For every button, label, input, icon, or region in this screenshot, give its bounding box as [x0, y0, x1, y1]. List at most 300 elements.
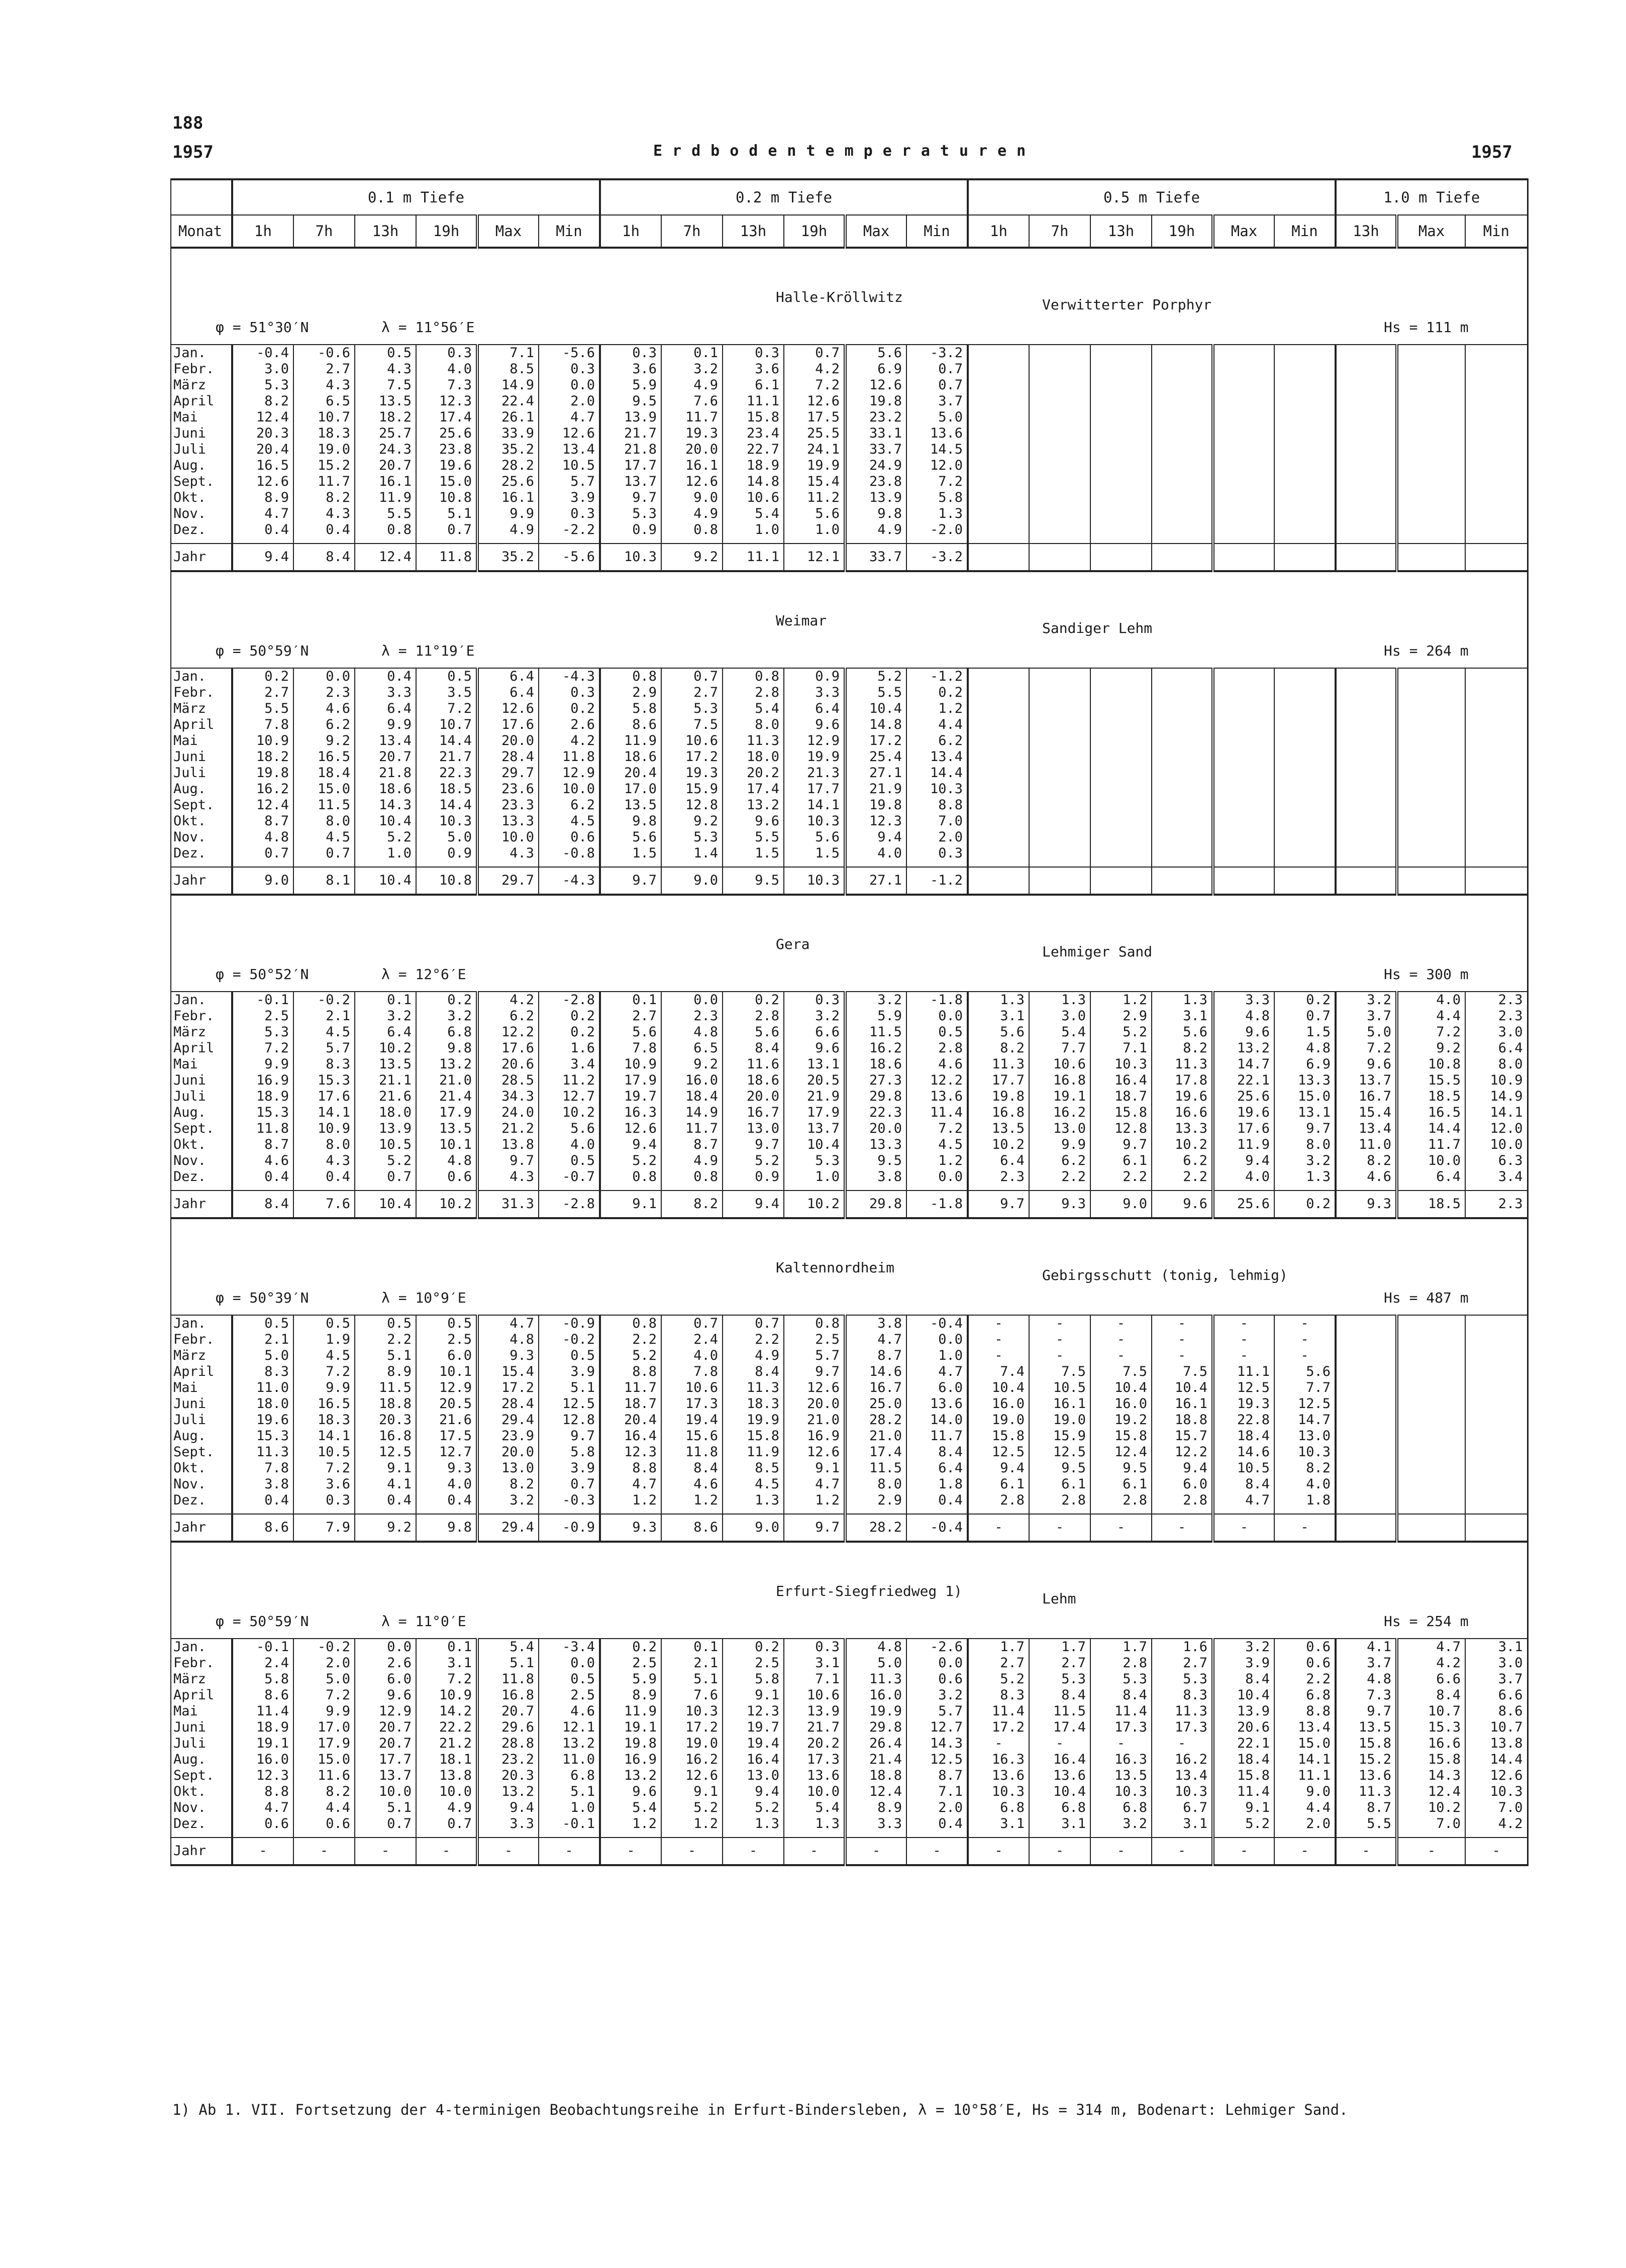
value-cell: 10.3 [416, 813, 477, 829]
gap-cell [416, 861, 477, 867]
value-cell: 7.0 [1465, 1800, 1528, 1816]
value-cell: 0.7 [416, 522, 477, 538]
month-label: Febr. [171, 1655, 232, 1671]
month-label: Juni [171, 425, 232, 442]
value-cell: 10.6 [661, 1380, 723, 1396]
value-cell: 13.4 [906, 749, 968, 765]
value-cell [1336, 425, 1397, 442]
table-row [171, 1655, 1528, 1671]
value-cell: 10.0 [784, 1784, 845, 1800]
value-cell: 6.4 [477, 668, 539, 685]
value-cell [1274, 522, 1336, 538]
value-cell: 3.0 [1029, 1008, 1090, 1024]
value-cell: 4.7 [1397, 1639, 1465, 1655]
value-cell: 4.0 [661, 1348, 723, 1364]
gap-cell [477, 538, 539, 544]
value-cell [1274, 442, 1336, 458]
value-cell: 5.2 [723, 1800, 784, 1816]
value-cell [1465, 1492, 1528, 1508]
table-row [171, 1752, 1528, 1768]
value-cell: 16.2 [661, 1752, 723, 1768]
value-cell: 3.6 [293, 1476, 355, 1492]
value-cell [1397, 829, 1465, 845]
value-cell: 4.8 [1213, 1008, 1274, 1024]
value-cell: 0.5 [539, 1671, 600, 1687]
value-cell: 11.3 [723, 733, 784, 749]
gap-cell [539, 1832, 600, 1838]
value-cell [1213, 668, 1274, 685]
value-cell: 6.2 [1029, 1153, 1090, 1169]
value-cell: 5.2 [845, 668, 906, 685]
value-cell: 9.2 [661, 1056, 723, 1072]
value-cell: 17.4 [1029, 1719, 1090, 1736]
value-cell: 4.3 [293, 1153, 355, 1169]
value-cell: 0.0 [355, 1639, 416, 1655]
value-cell [968, 458, 1029, 474]
value-cell: 4.8 [845, 1639, 906, 1655]
value-cell [1274, 765, 1336, 781]
month-label: April [171, 393, 232, 409]
value-cell: 9.6 [1336, 1056, 1397, 1072]
table-row [171, 1460, 1528, 1476]
gap-cell [293, 1508, 355, 1514]
value-cell: 1.3 [784, 1816, 845, 1832]
value-cell: 9.7 [1090, 1137, 1152, 1153]
value-cell [1029, 506, 1090, 522]
value-cell: 18.9 [232, 1089, 293, 1105]
year-value-cell: - [232, 1838, 293, 1865]
value-cell [1029, 393, 1090, 409]
value-cell: 3.1 [1152, 1008, 1213, 1024]
value-cell: 3.8 [845, 1315, 906, 1332]
station-latitude: φ = 50°52′N [216, 966, 309, 983]
value-cell [1465, 409, 1528, 425]
station-longitude: λ = 10°9′E [381, 1289, 466, 1306]
value-cell: 28.8 [477, 1736, 539, 1752]
gap-cell [723, 861, 784, 867]
month-label: Juni [171, 1719, 232, 1736]
value-cell: 7.2 [416, 1671, 477, 1687]
year-value-cell: 33.7 [845, 544, 906, 571]
value-cell: 8.7 [1336, 1800, 1397, 1816]
value-cell: 3.9 [539, 1460, 600, 1476]
value-cell [1213, 490, 1274, 506]
month-label: Sept. [171, 1768, 232, 1784]
value-cell: 10.5 [1029, 1380, 1090, 1396]
value-cell: 8.9 [845, 1800, 906, 1816]
value-cell: 19.6 [1152, 1089, 1213, 1105]
value-cell: 4.6 [293, 701, 355, 717]
value-cell: 18.4 [1213, 1428, 1274, 1444]
value-cell: 6.1 [1090, 1476, 1152, 1492]
value-cell: 17.0 [600, 781, 661, 797]
header-depth-05: 0.5 m Tiefe [968, 179, 1336, 215]
value-cell: 28.2 [477, 458, 539, 474]
gap-cell [1213, 861, 1274, 867]
value-cell [1397, 1492, 1465, 1508]
gap-cell [661, 861, 723, 867]
value-cell [1152, 813, 1213, 829]
value-cell: 5.6 [600, 1024, 661, 1040]
gap-cell [784, 861, 845, 867]
month-label: Febr. [171, 1332, 232, 1348]
value-cell: 17.3 [1090, 1719, 1152, 1736]
value-cell: 11.9 [1213, 1137, 1274, 1153]
year-value-cell: 12.1 [784, 544, 845, 571]
value-cell: 18.0 [232, 1396, 293, 1412]
value-cell: -0.1 [232, 992, 293, 1008]
value-cell: 4.0 [539, 1137, 600, 1153]
value-cell: 11.8 [539, 749, 600, 765]
station-latitude: φ = 51°30′N [216, 319, 309, 336]
year-value-cell: -2.8 [539, 1191, 600, 1218]
value-cell: 13.2 [477, 1784, 539, 1800]
value-cell: 3.2 [1213, 1639, 1274, 1655]
value-cell: 16.8 [968, 1105, 1029, 1121]
value-cell: 11.4 [1090, 1703, 1152, 1719]
value-cell: 11.6 [723, 1056, 784, 1072]
value-cell: - [1090, 1332, 1152, 1348]
value-cell: 12.6 [600, 1121, 661, 1137]
value-cell: 13.7 [1336, 1072, 1397, 1089]
value-cell: 7.8 [232, 717, 293, 733]
value-cell: 2.6 [539, 717, 600, 733]
gap-cell [171, 538, 232, 544]
value-cell: 10.2 [539, 1105, 600, 1121]
value-cell: 13.2 [600, 1768, 661, 1784]
year-value-cell: - [1213, 1838, 1274, 1865]
value-cell: 9.9 [355, 717, 416, 733]
gap-cell [1152, 538, 1213, 544]
month-label: Juni [171, 1396, 232, 1412]
year-value-cell [1336, 544, 1397, 571]
month-label: März [171, 377, 232, 393]
value-cell: 9.6 [723, 813, 784, 829]
value-cell: 4.0 [1213, 1169, 1274, 1185]
value-cell: 0.3 [539, 506, 600, 522]
value-cell: 4.2 [784, 361, 845, 377]
value-cell: 4.6 [539, 1703, 600, 1719]
value-cell [1090, 781, 1152, 797]
gap-cell [968, 1185, 1029, 1191]
value-cell: 20.4 [600, 765, 661, 781]
value-cell: 8.4 [1090, 1687, 1152, 1703]
value-cell: 10.0 [355, 1784, 416, 1800]
value-cell: 14.0 [906, 1412, 968, 1428]
gap-cell [1029, 861, 1090, 867]
gap-cell [1465, 1185, 1528, 1191]
value-cell: 10.8 [416, 490, 477, 506]
value-cell: 5.7 [539, 474, 600, 490]
year-value-cell: 10.8 [416, 867, 477, 895]
value-cell: 3.0 [1465, 1024, 1528, 1040]
value-cell: 3.1 [968, 1816, 1029, 1832]
gap-cell [416, 1508, 477, 1514]
value-cell: 21.2 [477, 1121, 539, 1137]
value-cell: 11.3 [1152, 1056, 1213, 1072]
value-cell: 16.3 [968, 1752, 1029, 1768]
value-cell: 0.3 [293, 1492, 355, 1508]
value-cell: 6.2 [477, 1008, 539, 1024]
header-col-1-4: 19h [416, 215, 477, 248]
year-value-cell [1090, 867, 1152, 895]
value-cell: 17.4 [845, 1444, 906, 1460]
value-cell: 12.7 [906, 1719, 968, 1736]
value-cell: 21.7 [784, 1719, 845, 1736]
value-cell [1274, 845, 1336, 861]
value-cell: 10.1 [416, 1364, 477, 1380]
year-value-cell: - [1336, 1838, 1397, 1865]
value-cell: 11.5 [845, 1024, 906, 1040]
value-cell: 19.0 [1029, 1412, 1090, 1428]
value-cell: 5.5 [1336, 1816, 1397, 1832]
value-cell: 2.7 [1152, 1655, 1213, 1671]
year-label: Jahr [171, 1838, 232, 1865]
value-cell [1090, 345, 1152, 361]
year-value-cell [1029, 867, 1090, 895]
value-cell: 16.8 [355, 1428, 416, 1444]
value-cell: 21.4 [845, 1752, 906, 1768]
month-label: Aug. [171, 458, 232, 474]
value-cell: 11.3 [232, 1444, 293, 1460]
value-cell: 6.0 [1152, 1476, 1213, 1492]
value-cell: 22.2 [416, 1719, 477, 1736]
value-cell [1336, 1315, 1397, 1332]
value-cell: 4.1 [355, 1476, 416, 1492]
value-cell [1465, 1380, 1528, 1396]
year-value-cell: 9.2 [355, 1514, 416, 1542]
value-cell: 0.4 [355, 668, 416, 685]
value-cell [968, 506, 1029, 522]
value-cell: 0.0 [906, 1169, 968, 1185]
gap-cell [416, 1832, 477, 1838]
value-cell: 9.9 [477, 506, 539, 522]
value-cell: 17.5 [784, 409, 845, 425]
year-value-cell: - [1274, 1514, 1336, 1542]
station-longitude: λ = 11°56′E [381, 319, 475, 336]
value-cell: - [968, 1736, 1029, 1752]
value-cell: 11.7 [600, 1380, 661, 1396]
value-cell [1465, 781, 1528, 797]
value-cell: 6.4 [477, 685, 539, 701]
value-cell: 15.5 [1397, 1072, 1465, 1089]
year-value-cell: 9.1 [600, 1191, 661, 1218]
table-row [171, 474, 1528, 490]
value-cell [1397, 1380, 1465, 1396]
value-cell: 9.6 [600, 1784, 661, 1800]
value-cell: 11.4 [1213, 1784, 1274, 1800]
value-cell: 10.3 [1465, 1784, 1528, 1800]
value-cell: 6.4 [1397, 1169, 1465, 1185]
value-cell: 12.3 [600, 1444, 661, 1460]
value-cell [1213, 425, 1274, 442]
station-elevation: Hs = 487 m [1384, 1289, 1469, 1306]
value-cell: 3.0 [232, 361, 293, 377]
value-cell [1397, 458, 1465, 474]
value-cell: 13.1 [784, 1056, 845, 1072]
value-cell: 11.6 [293, 1768, 355, 1784]
value-cell: 15.8 [1090, 1428, 1152, 1444]
value-cell [1336, 474, 1397, 490]
value-cell: 19.7 [600, 1089, 661, 1105]
month-label: Jan. [171, 1639, 232, 1655]
value-cell [1274, 409, 1336, 425]
value-cell: 6.8 [1029, 1800, 1090, 1816]
value-cell: 6.9 [845, 361, 906, 377]
value-cell: 18.6 [355, 781, 416, 797]
value-cell: 12.3 [845, 813, 906, 829]
value-cell: 18.1 [416, 1752, 477, 1768]
value-cell: 8.7 [232, 1137, 293, 1153]
value-cell: 13.6 [906, 1089, 968, 1105]
year-value-cell: - [293, 1838, 355, 1865]
value-cell: 0.4 [232, 1169, 293, 1185]
value-cell [968, 717, 1029, 733]
value-cell: 4.6 [232, 1153, 293, 1169]
value-cell: 8.0 [293, 813, 355, 829]
value-cell [1336, 1380, 1397, 1396]
value-cell: 10.3 [1274, 1444, 1336, 1460]
value-cell [1029, 522, 1090, 538]
value-cell: 0.7 [293, 845, 355, 861]
value-cell: 29.8 [845, 1719, 906, 1736]
value-cell: 28.5 [477, 1072, 539, 1089]
value-cell: 3.2 [1274, 1153, 1336, 1169]
station-name: Weimar [776, 612, 827, 629]
gap-cell [171, 861, 232, 867]
value-cell: 10.0 [539, 781, 600, 797]
table-row [171, 1476, 1528, 1492]
value-cell: 9.7 [600, 490, 661, 506]
value-cell: 22.3 [416, 765, 477, 781]
value-cell: 7.6 [661, 393, 723, 409]
value-cell: 10.7 [1465, 1719, 1528, 1736]
value-cell: 9.1 [661, 1784, 723, 1800]
value-cell [1465, 377, 1528, 393]
year-value-cell: 9.4 [232, 544, 293, 571]
table-row [171, 1816, 1528, 1832]
value-cell: 5.5 [232, 701, 293, 717]
value-cell: 4.3 [477, 1169, 539, 1185]
value-cell: 12.4 [232, 797, 293, 813]
value-cell [1213, 781, 1274, 797]
value-cell [1465, 361, 1528, 377]
value-cell: 1.9 [293, 1332, 355, 1348]
value-cell: 15.0 [416, 474, 477, 490]
value-cell: 1.3 [968, 992, 1029, 1008]
value-cell: 19.6 [1213, 1105, 1274, 1121]
value-cell [1336, 1332, 1397, 1348]
value-cell: 10.3 [661, 1703, 723, 1719]
value-cell [1274, 506, 1336, 522]
value-cell: 21.8 [600, 442, 661, 458]
table-row [171, 1332, 1528, 1348]
table-row [171, 377, 1528, 393]
gap-cell [845, 1832, 906, 1838]
value-cell [1465, 813, 1528, 829]
value-cell: 4.7 [539, 409, 600, 425]
year-value-cell: - [1274, 1838, 1336, 1865]
value-cell [1029, 474, 1090, 490]
value-cell: -2.8 [539, 992, 600, 1008]
value-cell [1274, 717, 1336, 733]
value-cell: 12.6 [232, 474, 293, 490]
value-cell: 5.6 [600, 829, 661, 845]
value-cell: 9.8 [845, 506, 906, 522]
value-cell: 20.0 [845, 1121, 906, 1137]
header-col-3-3: 13h [1090, 215, 1152, 248]
value-cell: 3.3 [355, 685, 416, 701]
gap-cell [1029, 1508, 1090, 1514]
value-cell: 6.6 [784, 1024, 845, 1040]
value-cell: 33.9 [477, 425, 539, 442]
year-value-cell [1029, 544, 1090, 571]
value-cell [1274, 425, 1336, 442]
value-cell [1465, 1460, 1528, 1476]
value-cell: 11.5 [1029, 1703, 1090, 1719]
value-cell: 23.2 [477, 1752, 539, 1768]
value-cell [1465, 797, 1528, 813]
value-cell: 2.1 [293, 1008, 355, 1024]
value-cell [1090, 733, 1152, 749]
value-cell [1336, 668, 1397, 685]
value-cell: 2.3 [1465, 1008, 1528, 1024]
value-cell: 17.3 [661, 1396, 723, 1412]
value-cell [1336, 442, 1397, 458]
value-cell: 0.4 [906, 1492, 968, 1508]
value-cell: 4.5 [539, 813, 600, 829]
year-value-cell: 8.6 [661, 1514, 723, 1542]
gap-cell [968, 538, 1029, 544]
value-cell: 5.8 [906, 490, 968, 506]
value-cell: 7.5 [355, 377, 416, 393]
value-cell [1274, 749, 1336, 765]
month-label: März [171, 1348, 232, 1364]
value-cell: 1.0 [723, 522, 784, 538]
value-cell: 15.8 [1397, 1752, 1465, 1768]
value-cell: 2.3 [293, 685, 355, 701]
value-cell: 17.6 [293, 1089, 355, 1105]
value-cell [1397, 1332, 1465, 1348]
value-cell: 11.1 [723, 393, 784, 409]
value-cell [1152, 409, 1213, 425]
header-col-2-1: 1h [600, 215, 661, 248]
year-value-cell: - [845, 1838, 906, 1865]
value-cell: 10.6 [784, 1687, 845, 1703]
table-row [171, 1639, 1528, 1655]
value-cell: 3.9 [539, 1364, 600, 1380]
table-row [171, 1008, 1528, 1024]
value-cell [1029, 701, 1090, 717]
value-cell: 12.6 [784, 393, 845, 409]
value-cell: 11.3 [723, 1380, 784, 1396]
value-cell: 2.5 [539, 1687, 600, 1703]
value-cell: 2.5 [723, 1655, 784, 1671]
value-cell: 18.7 [600, 1396, 661, 1412]
table-row [171, 1687, 1528, 1703]
value-cell: 8.3 [1152, 1687, 1213, 1703]
value-cell: 19.2 [1090, 1412, 1152, 1428]
month-label: Febr. [171, 1008, 232, 1024]
value-cell: 19.8 [232, 765, 293, 781]
year-value-cell: 8.4 [232, 1191, 293, 1218]
value-cell: 1.0 [539, 1800, 600, 1816]
value-cell: 2.8 [1090, 1492, 1152, 1508]
gap-cell [1397, 861, 1465, 867]
value-cell: 5.8 [723, 1671, 784, 1687]
value-cell: 12.2 [1152, 1444, 1213, 1460]
value-cell: 13.8 [416, 1768, 477, 1784]
